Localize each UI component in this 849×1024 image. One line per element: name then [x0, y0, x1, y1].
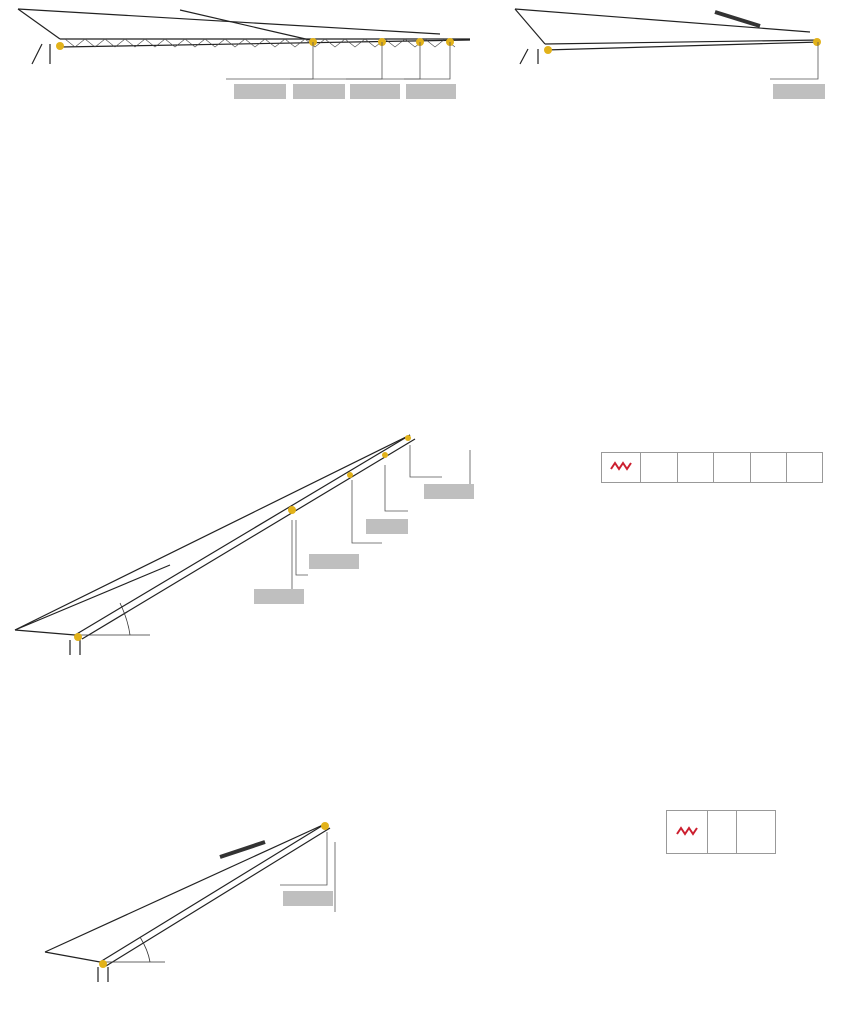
- col-header: [714, 453, 750, 483]
- trolley-icon: [667, 811, 708, 854]
- callout-load: [309, 554, 359, 569]
- callout-load: [283, 891, 333, 906]
- jib-label: [737, 839, 776, 854]
- trolley-icon: [602, 453, 641, 483]
- callout-leaders: [0, 0, 849, 100]
- col-header: [678, 453, 714, 483]
- jib-label: [737, 811, 776, 826]
- callout-load: [366, 519, 408, 534]
- crane-drawing-luffing-30: [10, 425, 510, 665]
- callout-load: [254, 589, 304, 604]
- height-table: [601, 452, 823, 483]
- col-header: [750, 453, 786, 483]
- callout-load: [773, 84, 825, 99]
- callout-load: [424, 484, 474, 499]
- col-header: [786, 453, 822, 483]
- jib-label: [737, 825, 776, 839]
- height-table-b: [666, 810, 776, 854]
